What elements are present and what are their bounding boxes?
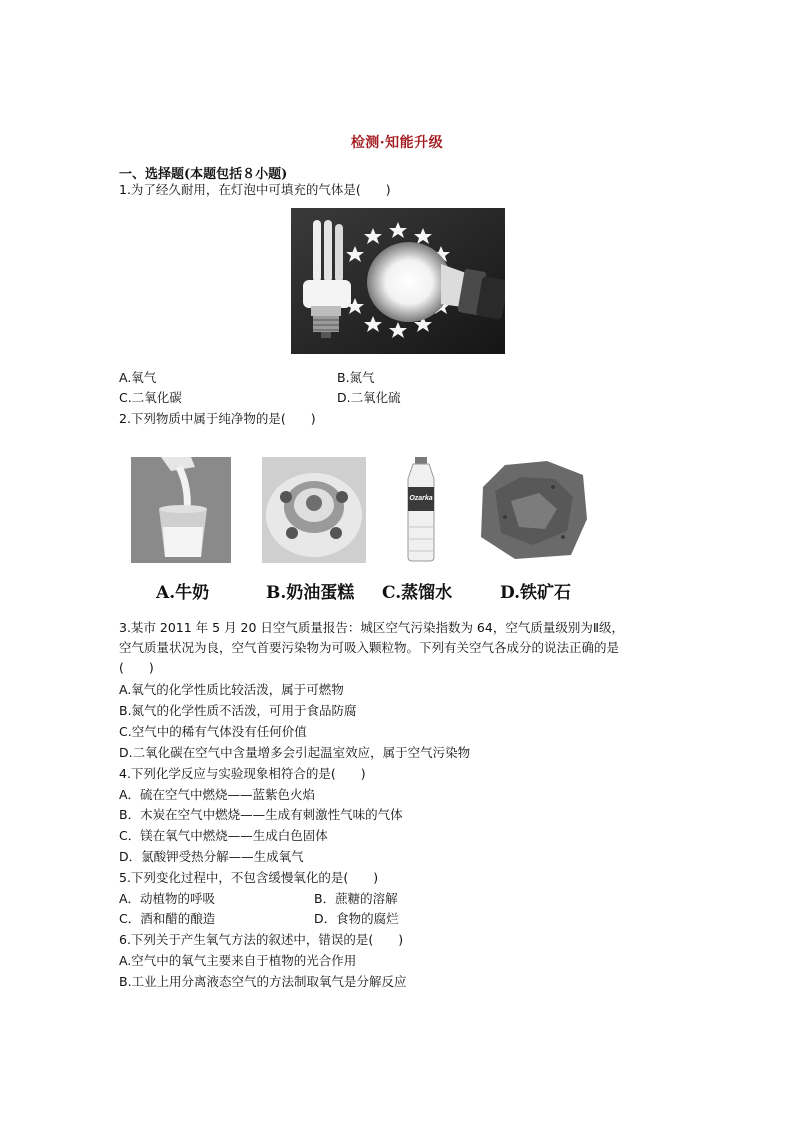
q3-option-d: D.二氧化碳在空气中含量增多会引起温室效应，属于空气污染物 (119, 745, 471, 760)
iron-ore-image (475, 457, 591, 563)
bottle-label: Ozarka (409, 495, 433, 502)
q4-option-d: D．氯酸钾受热分解——生成氧气 (119, 849, 304, 864)
q1-stem: 1.为了经久耐用，在灯泡中可填充的气体是( ) (119, 182, 391, 197)
q6-option-b: B.工业上用分离液态空气的方法制取氧气是分解反应 (119, 974, 407, 989)
q3-option-b: B.氮气的化学性质不活泼，可用于食品防腐 (119, 703, 357, 718)
q3-stem-line1: 3.某市 2011 年 5 月 20 日空气质量报告：城区空气污染指数为 64，空气质量级别为Ⅱ级， (119, 620, 624, 635)
milk-image (131, 457, 231, 563)
q1-option-a: A.氧气 (119, 370, 157, 385)
q2-caption-a: A.牛奶 (156, 583, 210, 603)
q1-option-d: D.二氧化硫 (337, 390, 401, 405)
q2-caption-b: B.奶油蛋糕 (266, 583, 355, 603)
bulbs-illustration (291, 208, 505, 354)
water-bottle-image (398, 457, 444, 563)
q4-stem: 4.下列化学反应与实验现象相符合的是( ) (119, 766, 366, 781)
section-heading: 一、选择题(本题包括８小题) (119, 167, 288, 182)
q3-option-a: A.氧气的化学性质比较活泼，属于可燃物 (119, 682, 344, 697)
cake-image (262, 457, 366, 563)
q5-option-d: D．食物的腐烂 (314, 911, 399, 926)
q2-stem: 2.下列物质中属于纯净物的是( ) (119, 411, 316, 426)
q5-option-a: A．动植物的呼吸 (119, 891, 216, 906)
q6-stem: 6.下列关于产生氧气方法的叙述中，错误的是( ) (119, 932, 404, 947)
q3-stem-line3: ( ) (119, 660, 154, 675)
q5-option-c: C．酒和醋的酿造 (119, 911, 216, 926)
q4-option-c: C．镁在氧气中燃烧——生成白色固体 (119, 828, 328, 843)
bulbs-figure (291, 208, 505, 354)
q6-option-a: A.空气中的氧气主要来自于植物的光合作用 (119, 953, 357, 968)
q1-option-c: C.二氧化碳 (119, 390, 182, 405)
q2-caption-d: D.铁矿石 (500, 583, 572, 603)
q5-option-b: B．蔗糖的溶解 (314, 891, 398, 906)
q4-option-a: A．硫在空气中燃烧——蓝紫色火焰 (119, 787, 316, 802)
q3-stem-line2: 空气质量状况为良，空气首要污染物为可吸入颗粒物。下列有关空气各成分的说法正确的是 (119, 640, 620, 655)
q2-caption-c: C.蒸馏水 (382, 583, 453, 603)
page-title: 检测·知能升级 (350, 135, 444, 151)
q4-option-b: B．木炭在空气中燃烧——生成有刺激性气味的气体 (119, 807, 403, 822)
q3-option-c: C.空气中的稀有气体没有任何价值 (119, 724, 307, 739)
q1-option-b: B.氮气 (337, 370, 375, 385)
q5-stem: 5.下列变化过程中，不包含缓慢氧化的是( ) (119, 870, 379, 885)
